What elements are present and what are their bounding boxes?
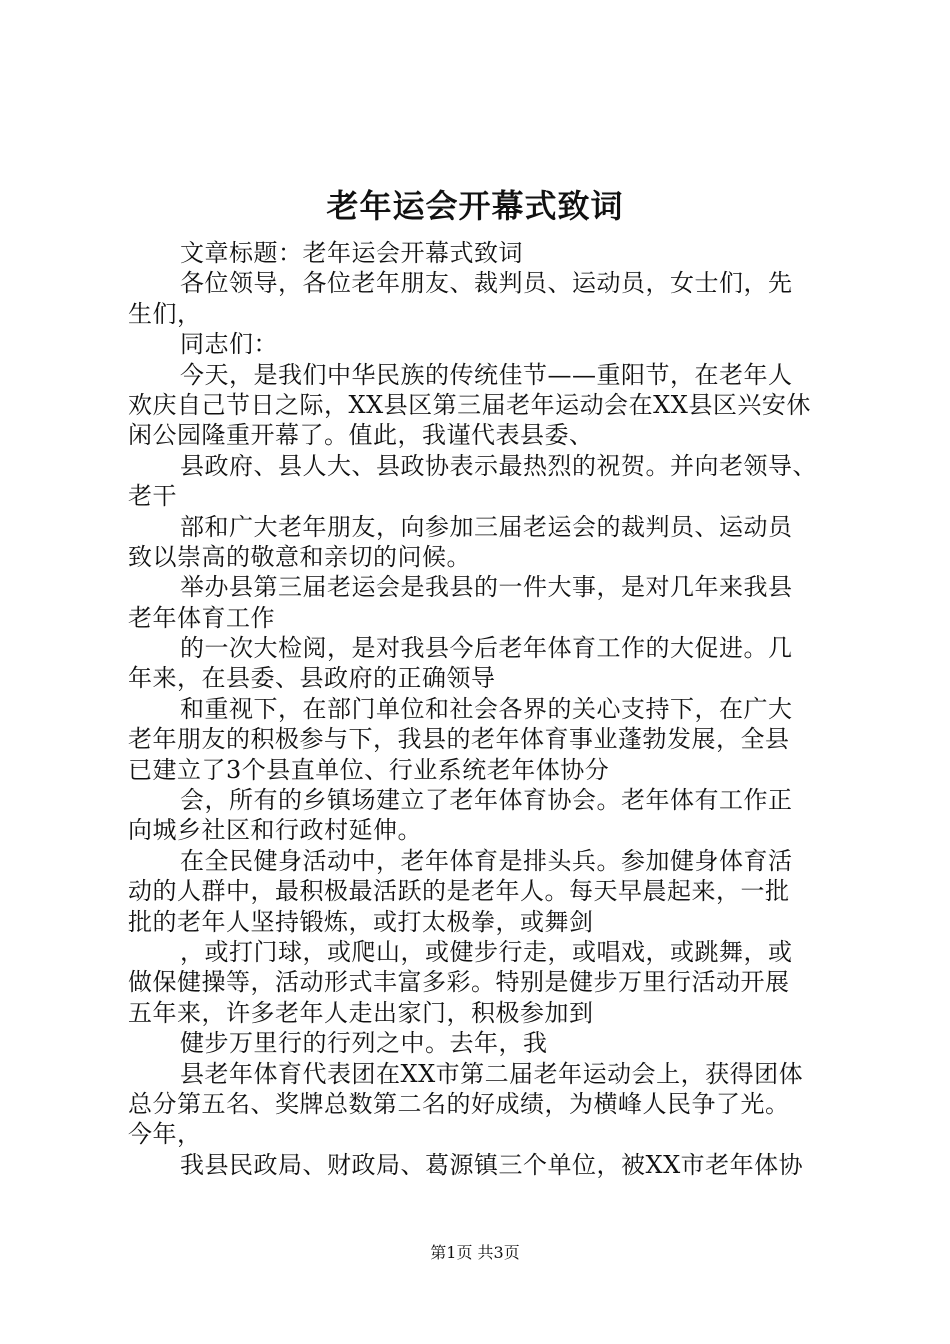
text-line: 会，所有的乡镇场建立了老年体育协会。老年体有工作正 [180, 786, 793, 815]
text-line: 各位领导，各位老年朋友、裁判员、运动员，女士们，先 [180, 269, 793, 298]
text-line: 五年来，许多老年人走出家门，积极参加到 [128, 998, 594, 1027]
text-line: 健步万里行的行列之中。去年，我 [180, 1029, 548, 1058]
text-line: 在全民健身活动中，老年体育是排头兵。参加健身体育活 [180, 846, 793, 875]
text-line: 文章标题：老年运会开幕式致词 [180, 239, 523, 267]
text-line: 和重视下，在部门单位和社会各界的关心支持下，在广大 [180, 694, 793, 723]
text-line: 做保健操等，活动形式丰富多彩。特别是健步万里行活动开展 [128, 968, 790, 997]
text-line: 年来，在县委、县政府的正确领导 [128, 664, 496, 693]
text-line: ，或打门球，或爬山，或健步行走，或唱戏，或跳舞，或 [180, 937, 793, 966]
text-line: 总分第五名、奖牌总数第二名的好成绩，为横峰人民争了光。 [128, 1089, 790, 1118]
text-line: 向城乡社区和行政村延伸。 [128, 816, 422, 845]
page-footer: 第1页 共3页 [430, 1243, 520, 1262]
text-line: 同志们： [180, 330, 278, 359]
text-line: 今天，是我们中华民族的传统佳节——重阳节，在老年人 [180, 360, 793, 389]
text-line: 举办县第三届老运会是我县的一件大事，是对几年来我县 [180, 573, 793, 602]
text-line: 动的人群中，最积极最活跃的是老年人。每天早晨起来，一批 [128, 877, 790, 906]
text-line: 县政府、县人大、县政协表示最热烈的祝贺。并向老领导、 [180, 451, 817, 480]
text-line: 部和广大老年朋友，向参加三届老运会的裁判员、运动员 [180, 512, 793, 541]
text-line: 致以崇高的敬意和亲切的问候。 [128, 542, 471, 571]
text-line: 老干 [128, 482, 177, 511]
text-line: 批的老年人坚持锻炼，或打太极拳，或舞剑 [128, 907, 594, 936]
text-line: 的一次大检阅，是对我县今后老年体育工作的大促进。几 [180, 634, 793, 663]
document-body [128, 238, 828, 1180]
text-line: 已建立了3个县直单位、行业系统老年体协分 [128, 755, 610, 784]
text-line: 老年朋友的积极参与下，我县的老年体育事业蓬勃发展，全县 [128, 725, 790, 754]
text-line: 今年， [128, 1120, 202, 1149]
document-title: 老年运会开幕式致词 [326, 187, 624, 225]
text-line: 生们， [128, 299, 202, 328]
text-line: 县老年体育代表团在XX市第二届老年运动会上，获得团体 [180, 1059, 804, 1088]
text-line: 老年体育工作 [128, 603, 275, 632]
text-line: 我县民政局、财政局、葛源镇三个单位，被XX市老年体协 [180, 1150, 804, 1179]
text-line: 欢庆自己节日之际，XX县区第三届老年运动会在XX县区兴安休 [128, 390, 811, 419]
text-line: 闲公园隆重开幕了。值此，我谨代表县委、 [128, 421, 594, 450]
